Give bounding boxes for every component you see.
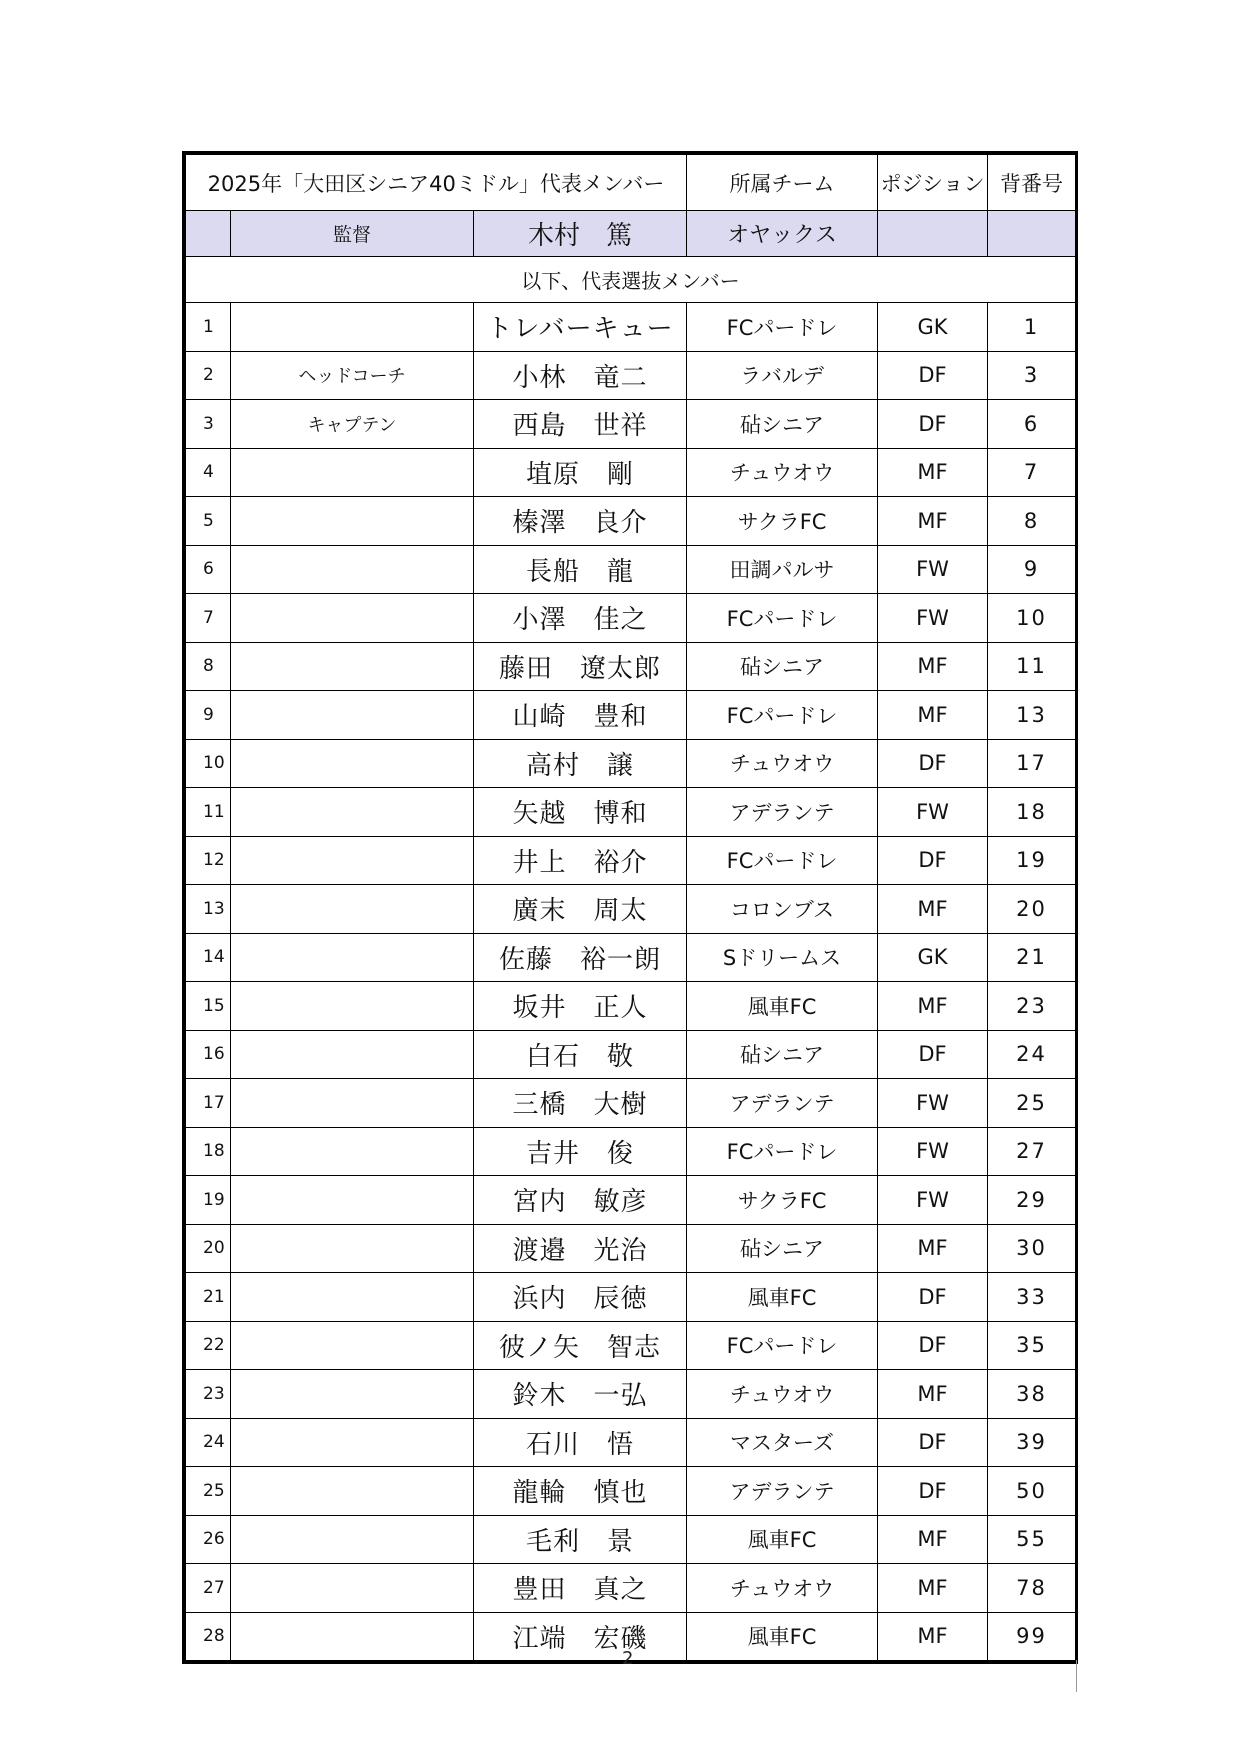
player-row <box>186 1418 1076 1467</box>
player-team: 砧シニア <box>687 1030 878 1079</box>
coach-row <box>186 211 1076 257</box>
number-column-header: 背番号 <box>988 155 1076 211</box>
player-name: 藤田 遼太郎 <box>474 642 687 691</box>
player-name: 彼ノ矢 智志 <box>474 1321 687 1370</box>
player-row-number: 27 <box>186 1564 231 1613</box>
player-row <box>186 351 1076 400</box>
player-row-number: 25 <box>186 1467 231 1516</box>
player-role <box>231 691 474 740</box>
player-jersey-number: 7 <box>988 448 1076 497</box>
player-position: DF <box>878 400 988 449</box>
coach-number <box>988 211 1076 257</box>
player-position: FW <box>878 1079 988 1128</box>
player-team: チュウオウ <box>687 1564 878 1613</box>
player-name: 廣末 周太 <box>474 885 687 934</box>
roster-table <box>185 154 1076 1661</box>
player-role <box>231 497 474 546</box>
player-position: DF <box>878 836 988 885</box>
player-name: 西島 世祥 <box>474 400 687 449</box>
player-name: 龍輪 慎也 <box>474 1467 687 1516</box>
player-name: 井上 裕介 <box>474 836 687 885</box>
player-row-number: 4 <box>186 448 231 497</box>
player-row <box>186 1127 1076 1176</box>
player-row-number: 14 <box>186 933 231 982</box>
player-name: 豊田 真之 <box>474 1564 687 1613</box>
player-role: ヘッドコーチ <box>231 351 474 400</box>
player-row-number: 18 <box>186 1127 231 1176</box>
player-name: 白石 敬 <box>474 1030 687 1079</box>
player-row-number: 3 <box>186 400 231 449</box>
player-row-number: 11 <box>186 788 231 837</box>
team-column-header: 所属チーム <box>687 155 878 211</box>
player-team: 風車FC <box>687 1515 878 1564</box>
player-role <box>231 933 474 982</box>
coach-no-cell <box>186 211 231 257</box>
player-team: FCパードレ <box>687 594 878 643</box>
player-jersey-number: 27 <box>988 1127 1076 1176</box>
player-row <box>186 1176 1076 1225</box>
player-name: 吉井 俊 <box>474 1127 687 1176</box>
player-row <box>186 1515 1076 1564</box>
player-role <box>231 594 474 643</box>
player-name: 小澤 佳之 <box>474 594 687 643</box>
player-position: DF <box>878 1467 988 1516</box>
player-row <box>186 594 1076 643</box>
player-role <box>231 1224 474 1273</box>
player-row <box>186 497 1076 546</box>
player-role <box>231 1612 474 1661</box>
player-position: GK <box>878 933 988 982</box>
player-position: MF <box>878 1370 988 1419</box>
player-row-number: 5 <box>186 497 231 546</box>
player-row <box>186 982 1076 1031</box>
player-team: マスターズ <box>687 1418 878 1467</box>
player-role <box>231 1467 474 1516</box>
player-jersey-number: 25 <box>988 1079 1076 1128</box>
player-team: 風車FC <box>687 1612 878 1661</box>
player-row-number: 13 <box>186 885 231 934</box>
player-row-number: 22 <box>186 1321 231 1370</box>
player-row <box>186 933 1076 982</box>
player-position: GK <box>878 303 988 352</box>
player-name: 佐藤 裕一朗 <box>474 933 687 982</box>
player-position: FW <box>878 545 988 594</box>
player-row <box>186 545 1076 594</box>
player-position: DF <box>878 351 988 400</box>
player-position: MF <box>878 1612 988 1661</box>
player-team: アデランテ <box>687 1467 878 1516</box>
player-row <box>186 788 1076 837</box>
selection-label-row <box>186 257 1076 303</box>
player-role <box>231 1370 474 1419</box>
player-jersey-number: 38 <box>988 1370 1076 1419</box>
player-name: 榛澤 良介 <box>474 497 687 546</box>
player-name: 長船 龍 <box>474 545 687 594</box>
player-role <box>231 1030 474 1079</box>
player-position: MF <box>878 642 988 691</box>
player-jersey-number: 23 <box>988 982 1076 1031</box>
player-jersey-number: 78 <box>988 1564 1076 1613</box>
player-team: FCパードレ <box>687 691 878 740</box>
position-column-header: ポジション <box>878 155 988 211</box>
player-position: MF <box>878 497 988 546</box>
header-row <box>186 155 1076 211</box>
player-row <box>186 448 1076 497</box>
player-name: 宮内 敏彦 <box>474 1176 687 1225</box>
player-row-number: 19 <box>186 1176 231 1225</box>
player-team: 風車FC <box>687 982 878 1031</box>
player-position: MF <box>878 1515 988 1564</box>
player-jersey-number: 6 <box>988 400 1076 449</box>
player-row <box>186 836 1076 885</box>
player-name: 山崎 豊和 <box>474 691 687 740</box>
player-name: 三橋 大樹 <box>474 1079 687 1128</box>
player-team: 砧シニア <box>687 642 878 691</box>
player-jersey-number: 11 <box>988 642 1076 691</box>
player-name: 石川 悟 <box>474 1418 687 1467</box>
player-position: FW <box>878 1127 988 1176</box>
coach-name: 木村 篤 <box>474 211 687 257</box>
player-jersey-number: 19 <box>988 836 1076 885</box>
player-row-number: 7 <box>186 594 231 643</box>
player-team: アデランテ <box>687 788 878 837</box>
player-row <box>186 885 1076 934</box>
player-row-number: 28 <box>186 1612 231 1661</box>
player-team: FCパードレ <box>687 303 878 352</box>
player-jersey-number: 35 <box>988 1321 1076 1370</box>
player-team: サクラFC <box>687 497 878 546</box>
player-role <box>231 1418 474 1467</box>
player-role <box>231 448 474 497</box>
player-team: 砧シニア <box>687 400 878 449</box>
player-jersey-number: 8 <box>988 497 1076 546</box>
player-jersey-number: 3 <box>988 351 1076 400</box>
player-row <box>186 1564 1076 1613</box>
player-row-number: 1 <box>186 303 231 352</box>
player-team: 砧シニア <box>687 1224 878 1273</box>
player-position: DF <box>878 1030 988 1079</box>
player-row <box>186 1030 1076 1079</box>
player-jersey-number: 17 <box>988 739 1076 788</box>
player-row-number: 21 <box>186 1273 231 1322</box>
player-name: 埴原 剛 <box>474 448 687 497</box>
player-position: MF <box>878 1224 988 1273</box>
player-jersey-number: 29 <box>988 1176 1076 1225</box>
player-role <box>231 1273 474 1322</box>
player-role <box>231 1079 474 1128</box>
player-row <box>186 1321 1076 1370</box>
player-jersey-number: 30 <box>988 1224 1076 1273</box>
player-jersey-number: 20 <box>988 885 1076 934</box>
coach-role: 監督 <box>231 211 474 257</box>
player-team: チュウオウ <box>687 1370 878 1419</box>
player-name: 江端 宏磯 <box>474 1612 687 1661</box>
player-team: コロンブス <box>687 885 878 934</box>
player-row <box>186 691 1076 740</box>
player-position: FW <box>878 594 988 643</box>
player-name: 矢越 博和 <box>474 788 687 837</box>
player-row-number: 16 <box>186 1030 231 1079</box>
player-name: 小林 竜二 <box>474 351 687 400</box>
player-jersey-number: 18 <box>988 788 1076 837</box>
player-team: FCパードレ <box>687 1321 878 1370</box>
player-name: 毛利 景 <box>474 1515 687 1564</box>
player-jersey-number: 50 <box>988 1467 1076 1516</box>
player-team: ラバルデ <box>687 351 878 400</box>
player-row <box>186 1079 1076 1128</box>
player-row <box>186 1224 1076 1273</box>
player-team: チュウオウ <box>687 739 878 788</box>
player-row <box>186 1370 1076 1419</box>
roster-sheet <box>182 151 1078 1664</box>
player-name: 浜内 辰徳 <box>474 1273 687 1322</box>
player-row-number: 20 <box>186 1224 231 1273</box>
player-row-number: 12 <box>186 836 231 885</box>
player-row-number: 6 <box>186 545 231 594</box>
player-team: Sドリームス <box>687 933 878 982</box>
player-team: FCパードレ <box>687 836 878 885</box>
player-row-number: 2 <box>186 351 231 400</box>
player-row-number: 9 <box>186 691 231 740</box>
player-jersey-number: 13 <box>988 691 1076 740</box>
player-role <box>231 303 474 352</box>
player-role <box>231 982 474 1031</box>
player-row <box>186 739 1076 788</box>
player-row <box>186 400 1076 449</box>
player-jersey-number: 9 <box>988 545 1076 594</box>
player-team: FCパードレ <box>687 1127 878 1176</box>
player-team: 田調パルサ <box>687 545 878 594</box>
player-team: 風車FC <box>687 1273 878 1322</box>
player-role <box>231 1321 474 1370</box>
player-name: 渡邉 光治 <box>474 1224 687 1273</box>
player-team: アデランテ <box>687 1079 878 1128</box>
player-jersey-number: 55 <box>988 1515 1076 1564</box>
player-role <box>231 1176 474 1225</box>
player-role <box>231 1515 474 1564</box>
coach-position <box>878 211 988 257</box>
player-position: MF <box>878 448 988 497</box>
player-row-number: 10 <box>186 739 231 788</box>
player-row-number: 15 <box>186 982 231 1031</box>
player-position: MF <box>878 691 988 740</box>
player-jersey-number: 10 <box>988 594 1076 643</box>
player-role <box>231 1127 474 1176</box>
player-role <box>231 545 474 594</box>
player-role: キャプテン <box>231 400 474 449</box>
player-position: FW <box>878 788 988 837</box>
player-jersey-number: 21 <box>988 933 1076 982</box>
player-position: DF <box>878 1418 988 1467</box>
player-position: MF <box>878 982 988 1031</box>
player-role <box>231 1564 474 1613</box>
player-position: FW <box>878 1176 988 1225</box>
player-row-number: 26 <box>186 1515 231 1564</box>
player-position: DF <box>878 1273 988 1322</box>
document-title: 2025年「大田区シニア40ミドル」代表メンバー <box>186 155 687 211</box>
player-row <box>186 1467 1076 1516</box>
player-name: 高村 譲 <box>474 739 687 788</box>
player-role <box>231 739 474 788</box>
player-name: トレバーキュー <box>474 303 687 352</box>
player-position: MF <box>878 1564 988 1613</box>
player-jersey-number: 24 <box>988 1030 1076 1079</box>
player-position: DF <box>878 739 988 788</box>
player-position: DF <box>878 1321 988 1370</box>
player-role <box>231 788 474 837</box>
player-role <box>231 885 474 934</box>
player-name: 坂井 正人 <box>474 982 687 1031</box>
selection-label: 以下、代表選抜メンバー <box>186 257 1076 303</box>
player-jersey-number: 99 <box>988 1612 1076 1661</box>
player-position: MF <box>878 885 988 934</box>
player-row-number: 17 <box>186 1079 231 1128</box>
player-jersey-number: 33 <box>988 1273 1076 1322</box>
player-name: 鈴木 一弘 <box>474 1370 687 1419</box>
coach-team: オヤックス <box>687 211 878 257</box>
page-number: 2 <box>622 1648 634 1669</box>
player-row <box>186 1273 1076 1322</box>
player-row-number: 8 <box>186 642 231 691</box>
player-role <box>231 642 474 691</box>
player-jersey-number: 1 <box>988 303 1076 352</box>
player-row-number: 23 <box>186 1370 231 1419</box>
player-jersey-number: 39 <box>988 1418 1076 1467</box>
player-team: サクラFC <box>687 1176 878 1225</box>
player-role <box>231 836 474 885</box>
player-team: チュウオウ <box>687 448 878 497</box>
player-row <box>186 642 1076 691</box>
player-row-number: 24 <box>186 1418 231 1467</box>
edge-line <box>1076 1660 1077 1692</box>
player-row <box>186 303 1076 352</box>
